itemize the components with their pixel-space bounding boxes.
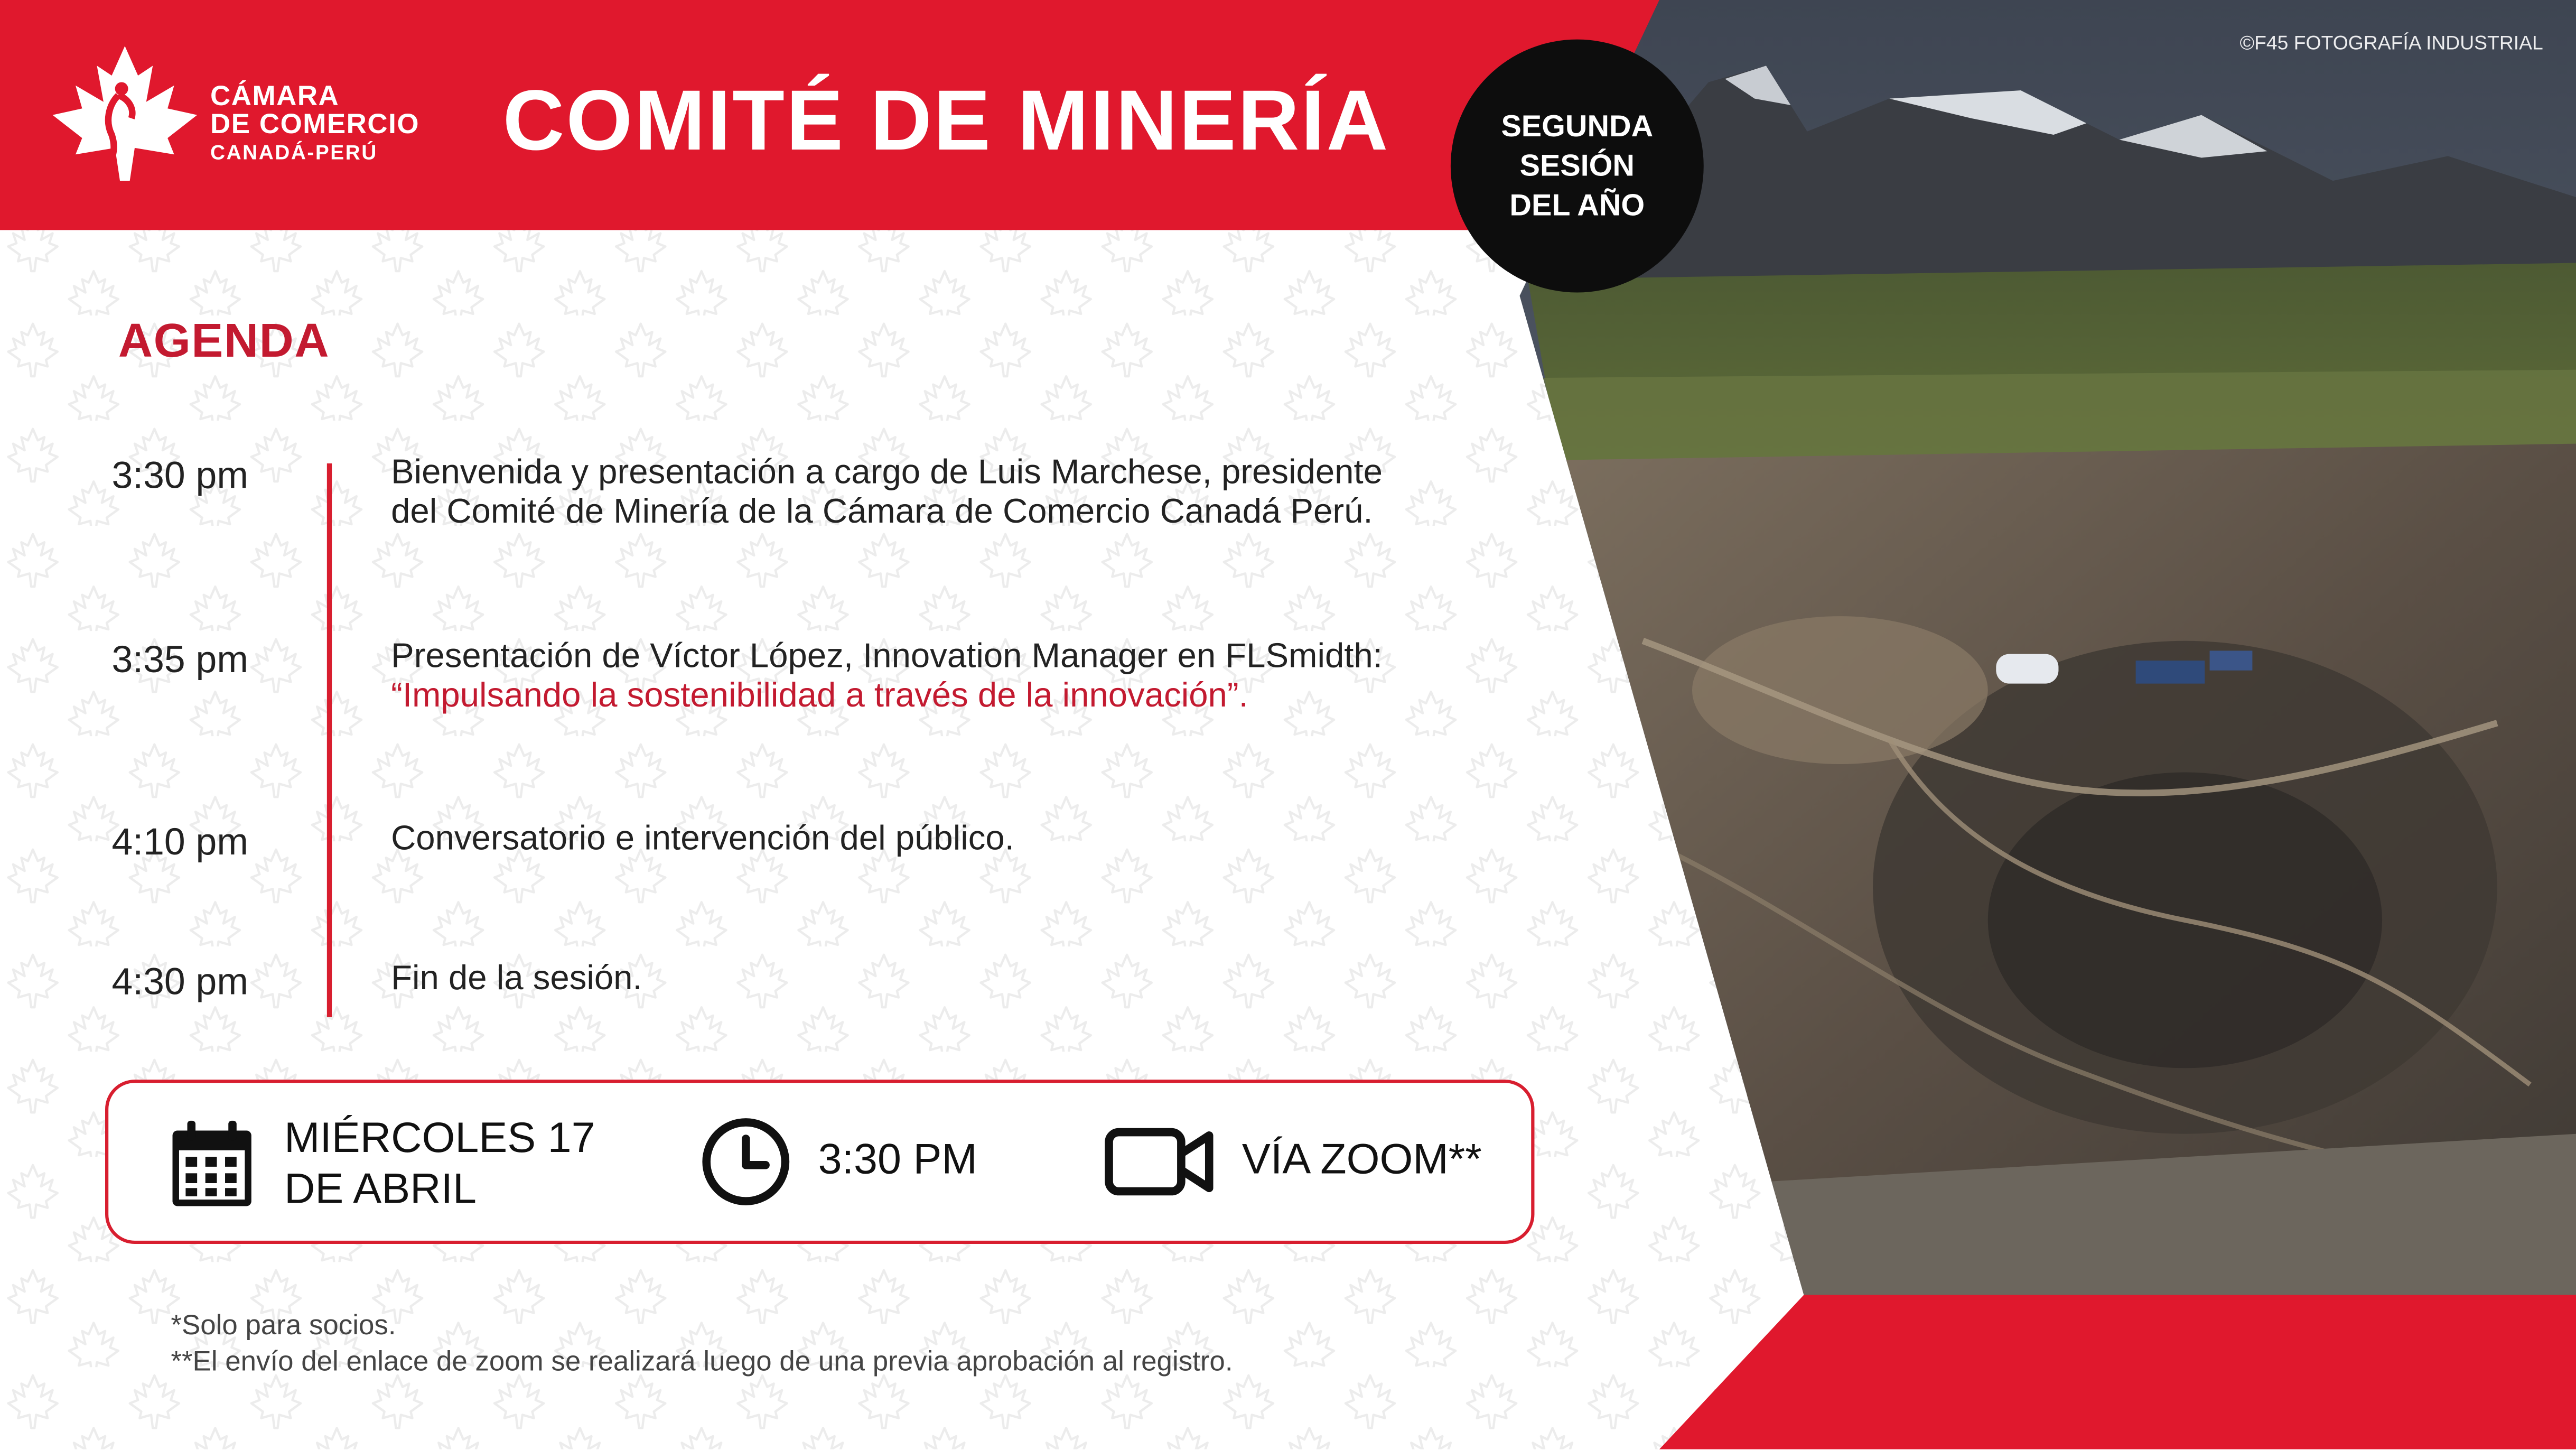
event-date-line-1: MIÉRCOLES 17: [284, 1112, 595, 1162]
event-time: 3:30 PM: [818, 1133, 977, 1183]
agenda-item-1-line-2: del Comité de Minería de la Cámara de Comercio Canadá Perú.: [391, 492, 1373, 531]
agenda-item-3: Conversatorio e intervención del público.: [391, 820, 1014, 858]
organization-name: [210, 82, 419, 168]
agenda-time-1: 3:30 pm: [111, 453, 248, 497]
event-date-line-2: DE ABRIL: [284, 1163, 477, 1213]
timeline-line: [327, 463, 332, 1017]
event-platform: VÍA ZOOM**: [1242, 1133, 1482, 1183]
calendar-icon: [169, 1118, 255, 1210]
event-date: [284, 1112, 595, 1214]
page-title: COMITÉ DE MINERÍA: [502, 73, 1390, 170]
agenda-time-4: 4:30 pm: [111, 960, 248, 1002]
clock-icon: [700, 1116, 792, 1207]
agenda-time-3: 4:10 pm: [111, 820, 248, 863]
agenda-time-2: 3:35 pm: [111, 637, 248, 681]
footnotes: [171, 1308, 1233, 1380]
agenda-heading: AGENDA: [118, 315, 330, 368]
org-line-3: CANADÁ-PERÚ: [210, 141, 378, 164]
agenda-item-2-line-1: Presentación de Víctor López, Innovation Manager en FLSmidth:: [391, 637, 1383, 676]
agenda-item-2: [391, 638, 1574, 717]
badge-line-2: SESIÓN: [1519, 147, 1635, 183]
org-line-1: CÁMARA: [210, 80, 340, 112]
agenda-item-4: Fin de la sesión.: [391, 960, 642, 998]
footnote-1: *Solo para socios.: [171, 1309, 396, 1341]
badge-line-3: DEL AÑO: [1509, 187, 1645, 222]
session-badge: [1451, 40, 1704, 293]
badge-line-1: SEGUNDA: [1501, 108, 1654, 143]
video-camera-icon: [1104, 1127, 1216, 1196]
maple-leaf-logo-icon: [49, 43, 200, 181]
agenda-item-1-line-1: Bienvenida y presentación a cargo de Luis Marchese, presidente: [391, 453, 1383, 491]
footnote-2: **El envío del enlace de zoom se realizará luego de una previa aprobación al registro.: [171, 1345, 1233, 1377]
org-line-2: DE COMERCIO: [210, 108, 420, 140]
agenda-item-1: [391, 453, 1574, 532]
agenda-item-2-highlight: “Impulsando la sostenibilidad a través de la innovación”.: [391, 677, 1248, 715]
photo-credit: ©F45 FOTOGRAFÍA INDUSTRIAL: [2239, 31, 2543, 54]
